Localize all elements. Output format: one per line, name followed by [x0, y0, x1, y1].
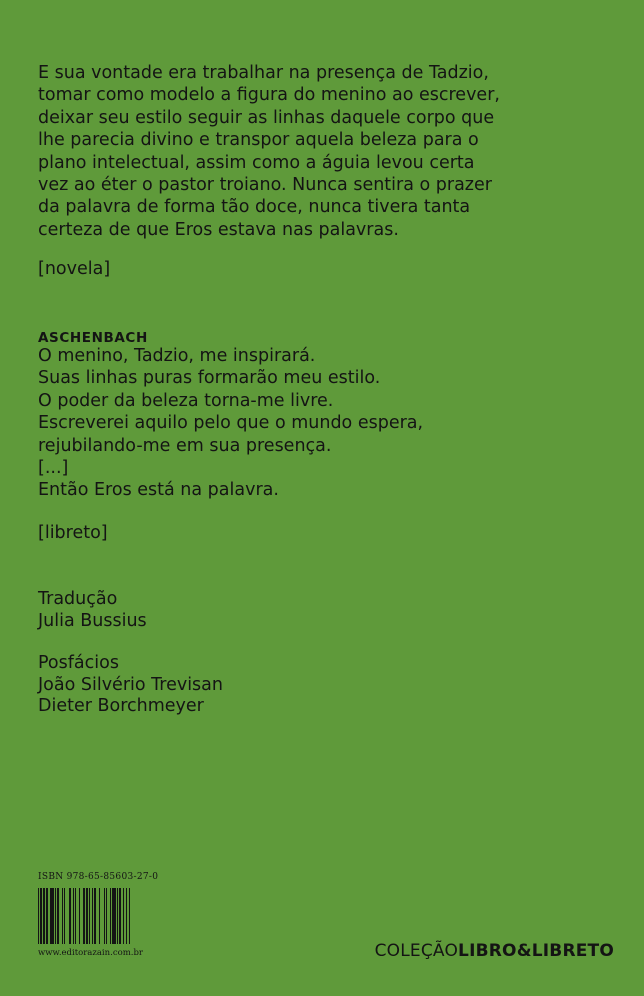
- collection-prefix: COLEÇÃO: [374, 941, 459, 961]
- synopsis-line: deixar seu estilo seguir as linhas daquele corpo que: [38, 107, 495, 128]
- verse-line: O poder da beleza torna-me livre.: [38, 390, 334, 411]
- collection-title: LIBRO&LIBRETO: [458, 941, 614, 961]
- synopsis-line: E sua vontade era trabalhar na presença de Tadzio,: [38, 63, 489, 83]
- verse-line: O menino, Tadzio, me inspirará.: [38, 346, 316, 366]
- synopsis-line: vez ao éter o pastor troiano. Nunca sentira o prazer: [38, 174, 492, 195]
- verse-line: [...]: [38, 457, 69, 478]
- synopsis-line: lhe parecia divino e transpor aquela beleza para o: [38, 130, 479, 151]
- libretto-verses: [38, 345, 618, 502]
- isbn-number: ISBN 978-65-85603-27-0: [38, 872, 159, 882]
- afterword-author: João Silvério Trevisan: [38, 674, 223, 695]
- synopsis-paragraph: [38, 62, 618, 241]
- afterword-author: Dieter Borchmeyer: [38, 696, 204, 716]
- speaker-name: ASCHENBACH: [38, 330, 148, 346]
- afterword-credit: [38, 653, 618, 718]
- translator-name: Julia Bussius: [38, 610, 147, 631]
- verse-line: Escreverei aquilo pelo que o mundo espera,: [38, 413, 424, 434]
- verse-line: Suas linhas puras formarão meu estilo.: [38, 368, 381, 389]
- afterword-label: Posfácios: [38, 653, 119, 673]
- barcode-icon: [38, 888, 166, 944]
- synopsis-line: tomar como modelo a figura do menino ao escrever,: [38, 85, 500, 106]
- translation-credit: [38, 589, 618, 632]
- isbn-block: [38, 872, 166, 959]
- synopsis-line: da palavra de forma tão doce, nunca tivera tanta: [38, 197, 471, 218]
- synopsis-line: certeza de que Eros estava nas palavras.: [38, 219, 399, 240]
- libreto-tag: [libreto]: [38, 523, 108, 543]
- publisher-website: www.editorazain.com.br: [38, 948, 143, 958]
- novela-tag: [novela]: [38, 259, 111, 279]
- translation-label: Tradução: [38, 589, 118, 609]
- barcode-bar: [130, 888, 131, 944]
- collection-name: [375, 940, 614, 962]
- synopsis-line: plano intelectual, assim como a águia levou certa: [38, 152, 475, 173]
- verse-line: Então Eros está na palavra.: [38, 480, 279, 501]
- verse-line: rejubilando-me em sua presença.: [38, 435, 332, 456]
